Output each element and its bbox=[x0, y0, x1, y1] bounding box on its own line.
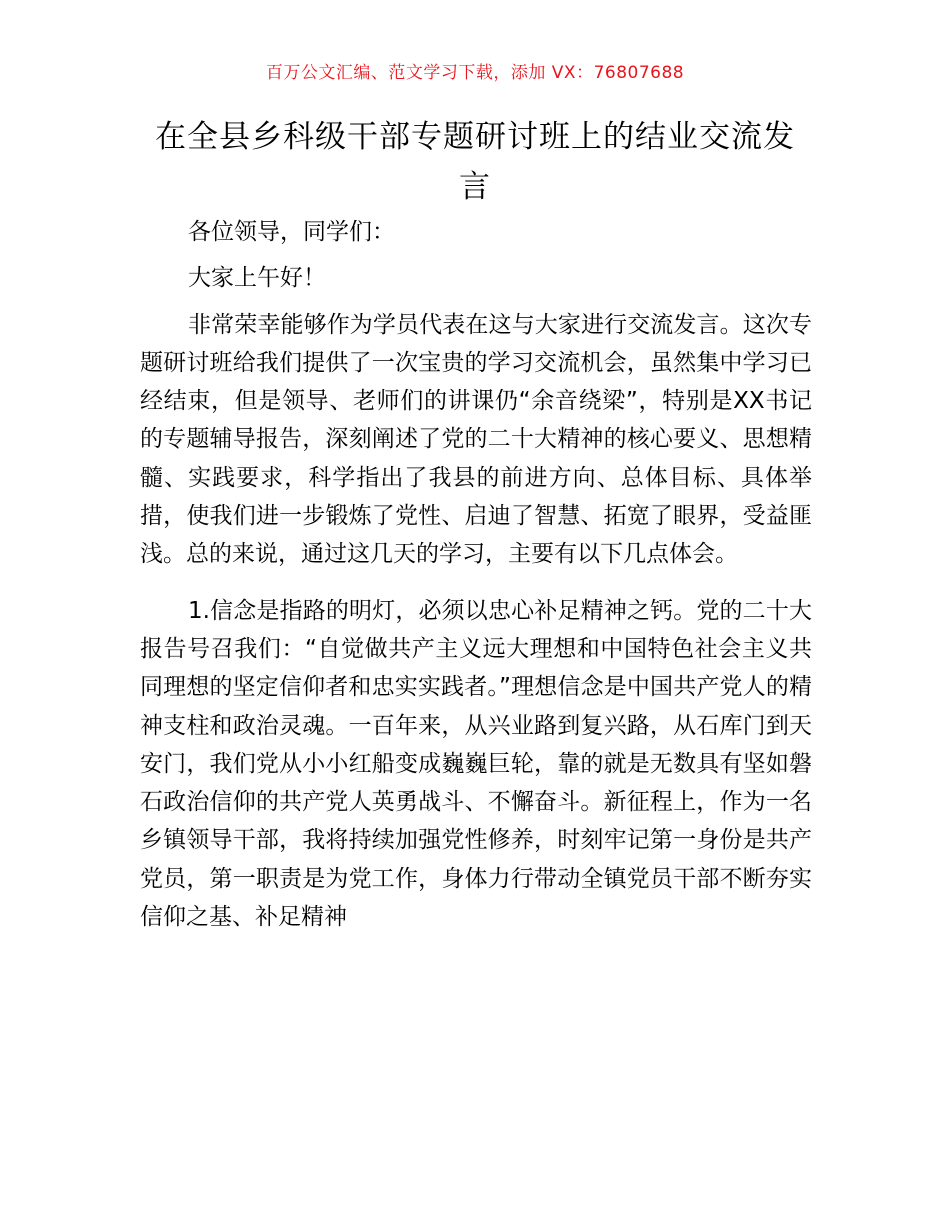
intro-paragraph: 非常荣幸能够作为学员代表在这与大家进行交流发言。这次专题研讨班给我们提供了一次宝贵的学习交流机会，虽然集中学习已经结束，但是领导、老师们的讲课仍“余音绕梁”，特别是XX书记的专题辅导报告，深刻阐述了党的二十大精神的核心要义、思想精髓、实践要求，科学指出了我县的前进方向、总体目标、具体举措，使我们进一步锻炼了党性、启迪了智慧、拓宽了眼界，受益匪浅。总的来说，通过这几天的学习，主要有以下几点体会。 bbox=[140, 311, 812, 568]
document-title: 在全县乡科级干部专题研讨班上的结业交流发言 bbox=[155, 119, 795, 205]
greeting-paragraph: 大家上午好！ bbox=[188, 265, 326, 292]
salutation-paragraph: 各位领导，同学们： bbox=[188, 219, 395, 245]
header-promo-note: 百万公文汇编、范文学习下载，添加 VX：76807688 bbox=[265, 63, 685, 83]
document-body bbox=[140, 213, 812, 944]
point-one-paragraph: 1.信念是指路的明灯，必须以忠心补足精神之钙。党的二十大报告号召我们：“自觉做共产主义远大理想和中国特色社会主义共同理想的坚定信仰者和忠实实践者。”理想信念是中国共产党人的精神支柱和政治灵魂。一百年来，从兴业路到复兴路，从石库门到天安门，我们党从小小红船变成巍巍巨轮，靠的就是无数具有坚如磐石政治信仰的共产党人英勇战斗、不懈奋斗。新征程上，作为一名乡镇领导干部，我将持续加强党性修养，时刻牢记第一身份是共产党员，第一职责是为党工作，身体力行带动全镇党员干部不断夯实信仰之基、补足精神 bbox=[140, 597, 812, 931]
